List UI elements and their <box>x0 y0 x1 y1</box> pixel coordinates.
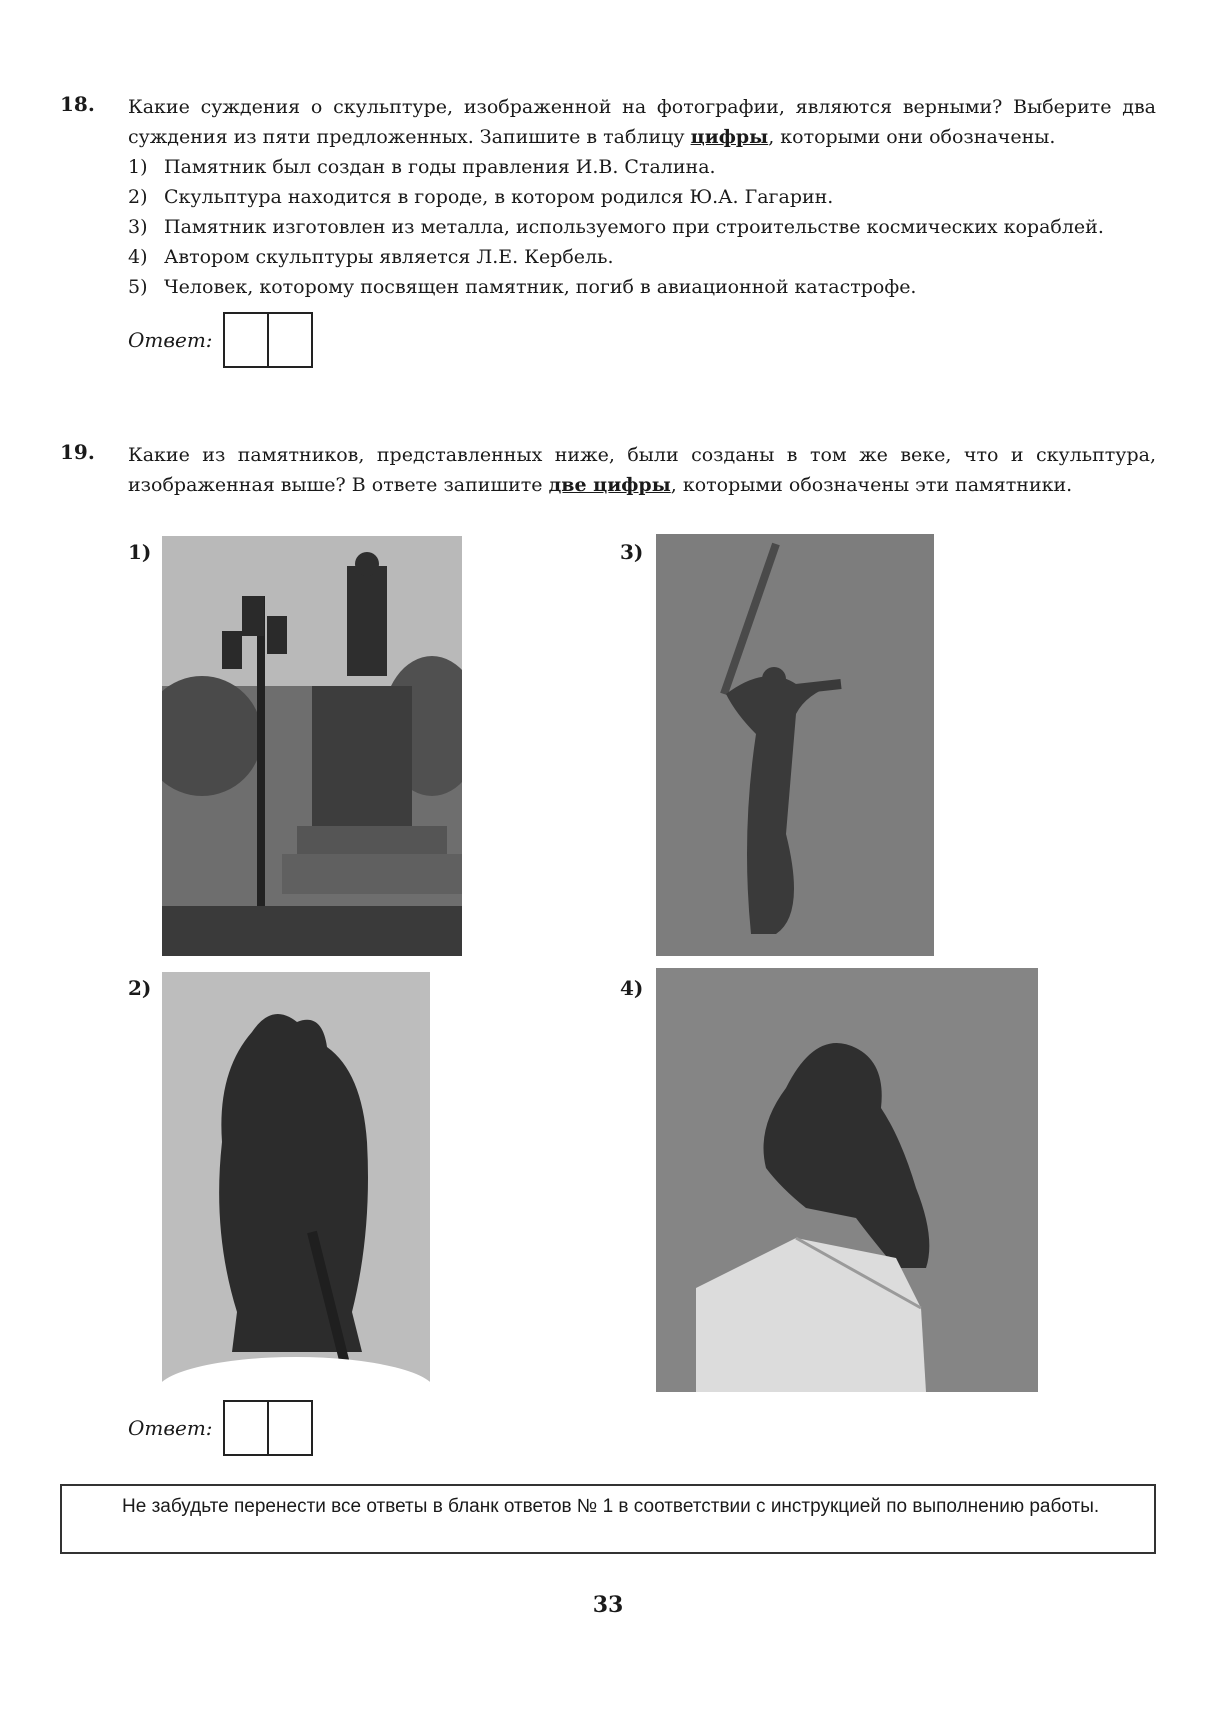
monument-photo-4 <box>656 968 1038 1392</box>
monument-photo-3 <box>656 534 934 956</box>
answer-box[interactable] <box>223 1400 313 1456</box>
photo-label-2: 2) <box>128 976 152 1000</box>
question-number: 19. <box>60 440 95 464</box>
reminder-note: Не забудьте перенести все ответы в бланк ответов № 1 в соответствии с инструкцией по выполнению работы. <box>60 1484 1156 1554</box>
photo-label-4: 4) <box>620 976 644 1000</box>
options-list <box>128 152 1156 302</box>
question-prompt: Какие из памятников, представленных ниже, были созданы в том же веке, что и скульптура, изображенная выше? В ответе запишите две цифры, которыми обозначены эти памятники. <box>128 444 1156 496</box>
question-number: 18. <box>60 92 95 116</box>
monument-photo-1 <box>162 536 462 956</box>
answer-box[interactable] <box>223 312 313 368</box>
question-prompt: Какие суждения о скульптуре, изображенной на фотографии, являются верными? Выберите два суждения из пяти предложенных. Запишите в таблицу цифры, которыми они обозначены. <box>128 96 1156 148</box>
question-18 <box>60 92 1156 368</box>
list-item: 3) Памятник изготовлен из металла, используемого при строительстве космических кораблей. <box>128 216 1104 238</box>
answer-row <box>128 1400 313 1456</box>
answer-cell-2[interactable] <box>267 314 311 366</box>
answer-label: Ответ: <box>128 328 213 352</box>
answer-row <box>128 312 1156 368</box>
monument-photo-2 <box>162 972 430 1392</box>
photo-label-3: 3) <box>620 540 644 564</box>
answer-cell-2[interactable] <box>267 1402 311 1454</box>
list-item: 5) Человек, которому посвящен памятник, погиб в авиационной катастрофе. <box>128 276 917 298</box>
list-item: 4) Автором скульптуры является Л.Е. Кербель. <box>128 246 614 268</box>
page-number: 33 <box>592 1592 624 1618</box>
answer-cell-1[interactable] <box>225 314 267 366</box>
photo-label-1: 1) <box>128 540 152 564</box>
question-19 <box>60 440 1156 500</box>
list-item: 1) Памятник был создан в годы правления И.В. Сталина. <box>128 156 716 178</box>
answer-cell-1[interactable] <box>225 1402 267 1454</box>
answer-label: Ответ: <box>128 1416 213 1440</box>
list-item: 2) Скульптура находится в городе, в котором родился Ю.А. Гагарин. <box>128 186 834 208</box>
